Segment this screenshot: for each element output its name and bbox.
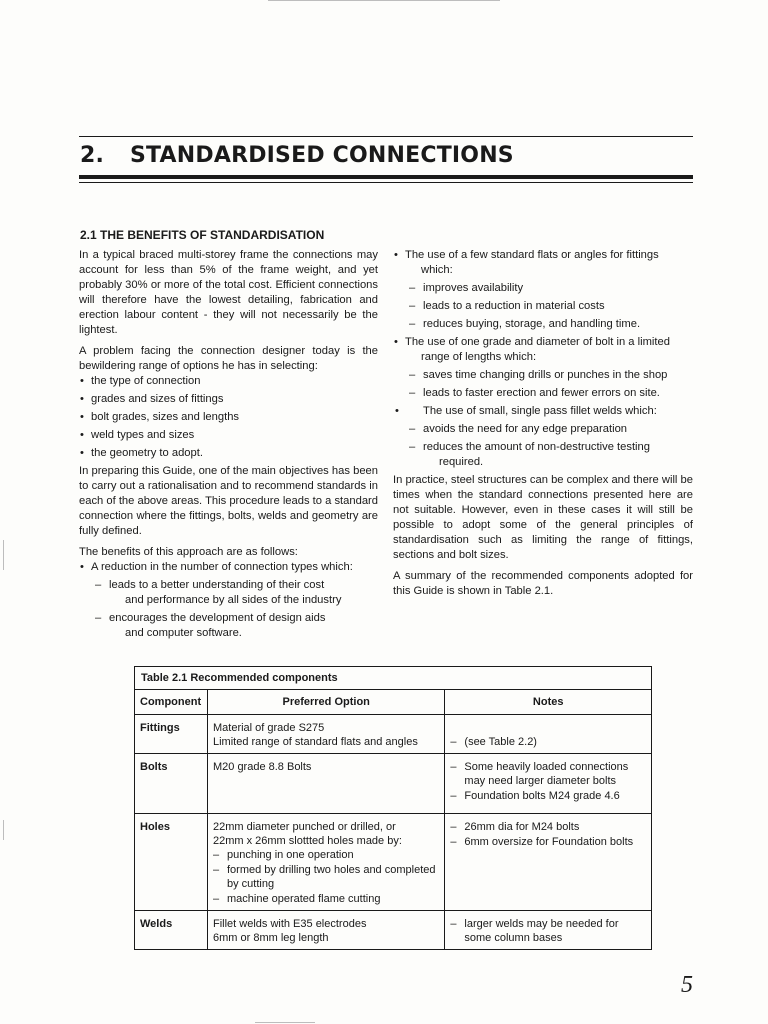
method-item: – punching in one operation	[213, 848, 439, 862]
sub-list-item: – saves time changing drills or punches in the shop	[393, 368, 693, 383]
option-cell	[207, 911, 444, 950]
option-cell: M20 grade 8.8 Bolts	[207, 754, 444, 814]
cell-line: 22mm diameter punched or drilled, or	[212, 821, 396, 833]
chapter-title	[80, 143, 514, 168]
sub-list-item: – leads to a reduction in material costs	[393, 299, 693, 314]
cell-line: Material of grade S275	[212, 722, 325, 734]
sub-item-line: reduces the amount of non-destructive testing	[423, 441, 650, 453]
note-item: – Foundation bolts M24 grade 4.6	[450, 789, 646, 803]
item-line: range of lengths which:	[421, 351, 537, 363]
chapter-top-rule	[79, 136, 693, 137]
scan-margin-mark	[3, 820, 4, 840]
cell-line: Fillet welds with E35 electrodes	[212, 918, 367, 930]
sub-item-line: and performance by all sides of the industry	[125, 594, 342, 606]
paragraph: A summary of the recommended components adopted for this Guide is shown in Table 2.1.	[393, 570, 693, 597]
scan-top-line	[268, 0, 500, 1]
cell-line: 6mm or 8mm leg length	[212, 932, 329, 944]
list-item: • The use of small, single pass fillet welds which:	[393, 404, 693, 419]
sub-item-line: and computer software.	[125, 627, 242, 639]
component-cell: Fittings	[135, 715, 208, 754]
sub-list-item: – avoids the need for any edge preparation	[393, 422, 693, 437]
option-cell	[207, 715, 444, 754]
method-item: – formed by drilling two holes and completed by cutting	[213, 863, 439, 891]
component-cell: Bolts	[135, 754, 208, 814]
list-item: • bolt grades, sizes and lengths	[79, 410, 378, 425]
sub-list-item	[79, 578, 378, 608]
paragraph: In a typical braced multi-storey frame the connections may account for less than 5% of the frame weight, and yet probably 30% or more of the total cost. Efficient connections will therefore have the lowest detailing, fabrication and erection labour content - they will not necessarily be the lightest.	[79, 249, 378, 336]
chapter-thick-rule	[79, 175, 693, 179]
list-item	[393, 248, 693, 278]
scan-margin-mark	[3, 540, 4, 570]
list-item: • grades and sizes of fittings	[79, 392, 378, 407]
page-number: 5	[681, 972, 693, 998]
component-cell: Holes	[135, 814, 208, 911]
table-row	[135, 715, 652, 754]
column-header: Preferred Option	[207, 690, 444, 715]
option-cell	[207, 814, 444, 911]
chapter-title-text: STANDARDISED CONNECTIONS	[130, 143, 514, 168]
table-row	[135, 814, 652, 911]
method-item: – machine operated flame cutting	[213, 892, 439, 906]
table-row	[135, 754, 652, 814]
paragraph: The benefits of this approach are as follows:	[79, 546, 298, 558]
sub-item-line: leads to a better understanding of their cost	[109, 579, 325, 591]
note-item: – 26mm dia for M24 bolts	[450, 820, 646, 834]
item-line: The use of a few standard flats or angles for fittings	[405, 249, 659, 261]
chapter-thin-rule	[79, 182, 693, 183]
notes-cell	[445, 911, 652, 950]
cell-line: Limited range of standard flats and angles	[212, 736, 418, 748]
recommended-components-table	[134, 666, 652, 950]
table-row	[135, 911, 652, 950]
note-item: – (see Table 2.2)	[450, 735, 646, 749]
component-cell: Welds	[135, 911, 208, 950]
sub-list-item: – improves availability	[393, 281, 693, 296]
item-line: which:	[421, 264, 453, 276]
left-column	[79, 248, 378, 644]
table-header-row	[135, 690, 652, 715]
notes-cell	[445, 754, 652, 814]
sub-item-line: required.	[439, 456, 484, 468]
list-item: • A reduction in the number of connection types which:	[79, 560, 378, 575]
list-item	[393, 335, 693, 365]
notes-cell	[445, 814, 652, 911]
list-item: • the type of connection	[79, 374, 378, 389]
paragraph: A problem facing the connection designer today is the bewildering range of options he has in selecting:	[79, 345, 378, 372]
benefits-list	[79, 560, 378, 641]
table-caption: Table 2.1 Recommended components	[135, 667, 652, 690]
list-item: • the geometry to adopt.	[79, 446, 378, 461]
list-item: • weld types and sizes	[79, 428, 378, 443]
sub-list-item	[393, 440, 693, 470]
note-item: – Some heavily loaded connections may need larger diameter bolts	[450, 760, 646, 788]
note-item: – larger welds may be needed for some column bases	[450, 917, 646, 945]
paragraph: In preparing this Guide, one of the main objectives has been to carry out a rationalisation and to recommend standards in each of the above areas. This procedure leads to a standard connection where the fittings, bolts, welds and geometry are fully defined.	[79, 465, 378, 537]
chapter-number: 2.	[80, 143, 105, 168]
column-header: Component	[135, 690, 208, 715]
options-list	[79, 374, 378, 461]
sub-list-item: – reduces buying, storage, and handling time.	[393, 317, 693, 332]
right-column	[393, 248, 693, 599]
note-item: – 6mm oversize for Foundation bolts	[450, 835, 646, 849]
sub-list-item: – leads to faster erection and fewer errors on site.	[393, 386, 693, 401]
benefits-list-continued	[393, 248, 693, 470]
sub-list-item	[79, 611, 378, 641]
section-heading: 2.1 THE BENEFITS OF STANDARDISATION	[80, 228, 325, 242]
item-line: The use of one grade and diameter of bolt in a limited	[405, 336, 670, 348]
cell-line: 22mm x 26mm slottted holes made by:	[212, 835, 402, 847]
sub-item-line: encourages the development of design aids	[109, 612, 326, 624]
column-header: Notes	[445, 690, 652, 715]
notes-cell	[445, 715, 652, 754]
paragraph: In practice, steel structures can be complex and there will be times when the standard connections presented here are not suitable. However, even in these cases it will still be possible to adopt some of the general principles of standardisation such as limiting the range of fittings, sections and bolt sizes.	[393, 474, 693, 561]
scan-bottom-line	[255, 1022, 315, 1023]
